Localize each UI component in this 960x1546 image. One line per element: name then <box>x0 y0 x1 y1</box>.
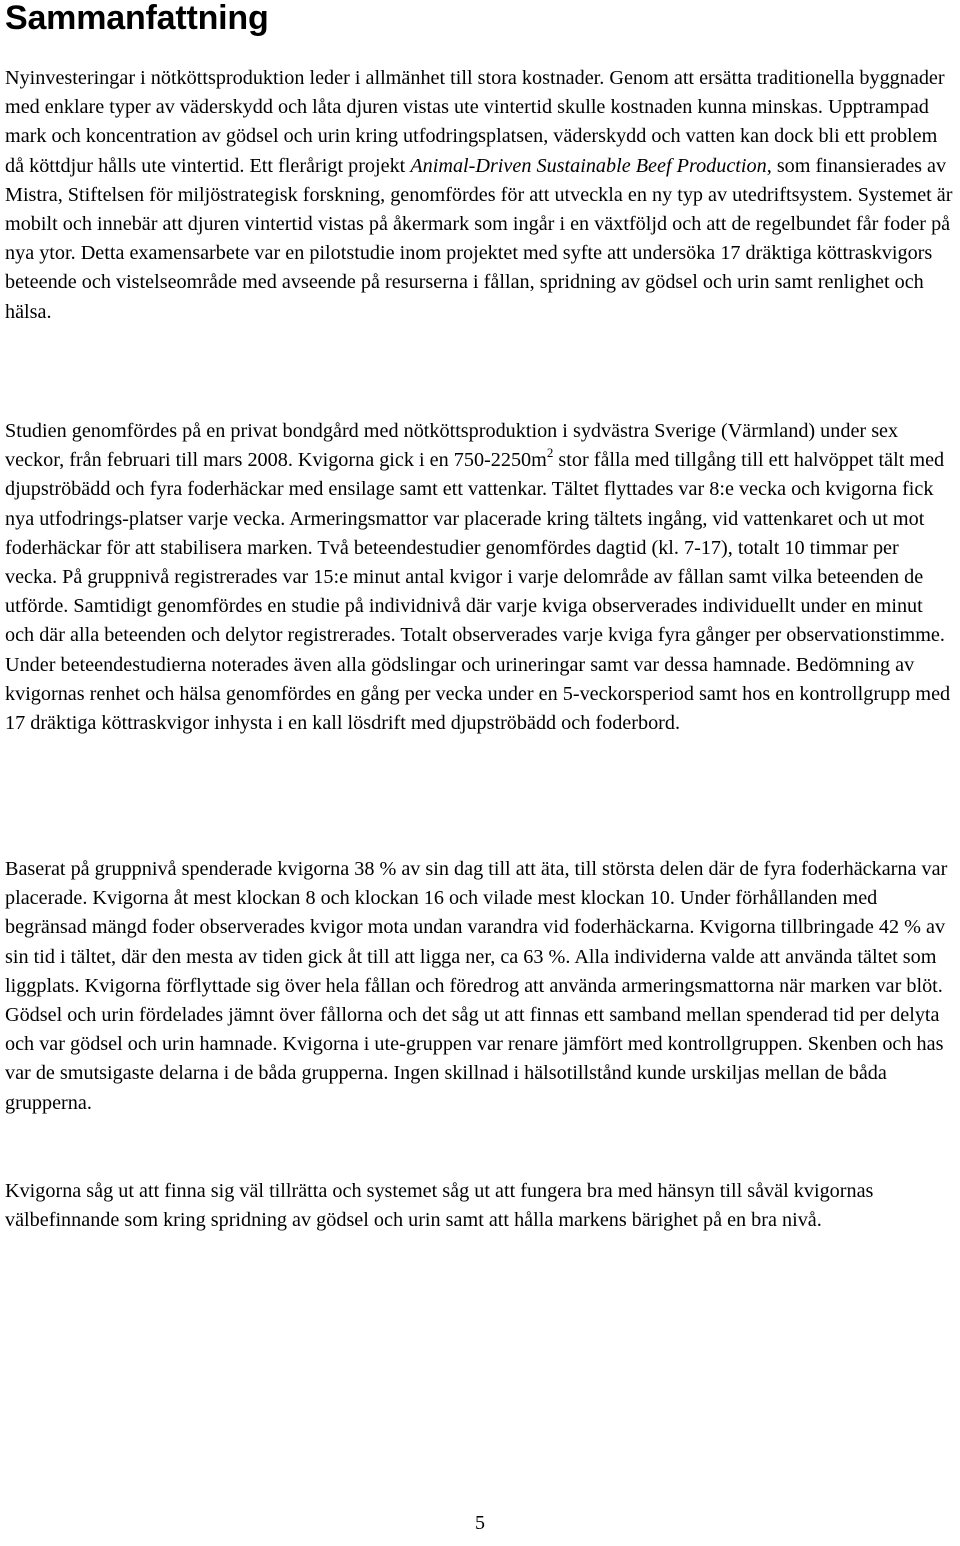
paragraph-conclusion: Kvigorna såg ut att finna sig väl tillrätta och systemet såg ut att fungera bra med hänsyn till såväl kvigornas välbefinnande som kring spridning av gödsel och urin samt att hålla markens bärighet på en bra nivå. <box>5 1180 874 1232</box>
paragraph-intro <box>5 64 953 327</box>
page-title: Sammanfattning <box>5 0 269 37</box>
project-name: Animal-Driven Sustainable Beef Production, <box>410 154 772 177</box>
page-number: 5 <box>475 1512 485 1534</box>
paragraph-intro-text-start: Nyinvesteringar i nötköttsproduktion leder i allmänhet till stora kostnader. Genom att ersätta traditionella byggnader med enklare typer av väderskydd och låta djuren vistas ute vintertid skulle kostnaden kunna minskas. Upptrampad mark och koncentration av gödsel och urin kring utfodringsplatsen, väderskydd och vatten kan dock bli ett problem då köttdjur hålls ute vintertid. Ett flerårigt projekt <box>5 67 945 177</box>
paragraph-method-text-end: stor fålla med tillgång till ett halvöppet tält med djupströbädd och fyra foderhäckar med ensilage samt ett vattenkar. Tältet flyttades var 8:e vecka och kvigorna fick nya utfodrings-platser varje vecka. Armeringsmattor var placerade kring tältets ingång, vid vattenkaret och ut mot foderhäckar för att stabilisera marken. Två beteendestudier genomfördes dagtid (kl. 7-17), totalt 10 timmar per vecka. På gruppnivå registrerades var 15:e minut antal kvigor i varje delområde av fållan samt vilka beteenden de utförde. Samtidigt genomfördes en studie på individnivå där varje kviga observerades individuellt under en minut och där alla beteenden och delytor registrerades. Totalt observerades varje kviga fyra gånger per observationstimme. Under beteendestudierna noterades även alla gödslingar och urineringar samt var dessa hamnade. Bedömning av kvigornas renhet och hälsa genomfördes en gång per vecka under en 5-veckorsperiod samt hos en kontrollgrupp med 17 dräktiga köttraskvigor inhysta i en kall lösdrift med djupströbädd och foderbord. <box>5 449 951 735</box>
paragraph-method <box>5 417 953 738</box>
paragraph-intro-text-end: som finansierades av Mistra, Stiftelsen för miljöstrategisk forskning, genomfördes för att utveckla en ny typ av utedriftsystem. Systemet är mobilt och innebär att djuren vintertid vistas på åkermark som ingår i en växtföljd och att de regelbundet får foder på nya ytor. Detta examensarbete var en pilotstudie inom projektet med syfte att undersöka 17 dräktiga köttraskvigors beteende och vistelseområde med avseende på resurserna i fållan, spridning av gödsel och urin samt renlighet och hälsa. <box>5 154 953 323</box>
superscript-unit: 2 <box>546 445 554 461</box>
paragraph-results: Baserat på gruppnivå spenderade kvigorna 38 % av sin dag till att äta, till största delen där de fyra foderhäckarna var placerade. Kvigorna åt mest klockan 8 och klockan 16 och vilade mest klockan 10. Under förhållanden med begränsad mängd foder observerades kvigor mota undan varandra vid foderhäckarna. Kvigorna tillbringade 42 % av sin tid i tältet, där den mesta av tiden gick åt till att ligga ner, ca 63 %. Alla individerna valde att använda tältet som liggplats. Kvigorna förflyttade sig över hela fållan och föredrog att använda armeringsmattorna när marken var blöt. Gödsel och urin fördelades jämnt över fållorna och det såg ut att finnas ett samband mellan spenderad tid per delyta och var gödsel och urin hamnade. Kvigorna i ute-gruppen var renare jämfört med kontrollgruppen. Skenben och has var de smutsigaste delarna i de båda grupperna. Ingen skillnad i hälsotillstånd kunde urskiljas mellan de båda grupperna. <box>5 858 948 1114</box>
paragraph-method-text-start: Studien genomfördes på en privat bondgård med nötköttsproduktion i sydvästra Sverige (Värmland) under sex veckor, från februari till mars 2008. Kvigorna gick i en 750-2250m <box>5 420 899 472</box>
